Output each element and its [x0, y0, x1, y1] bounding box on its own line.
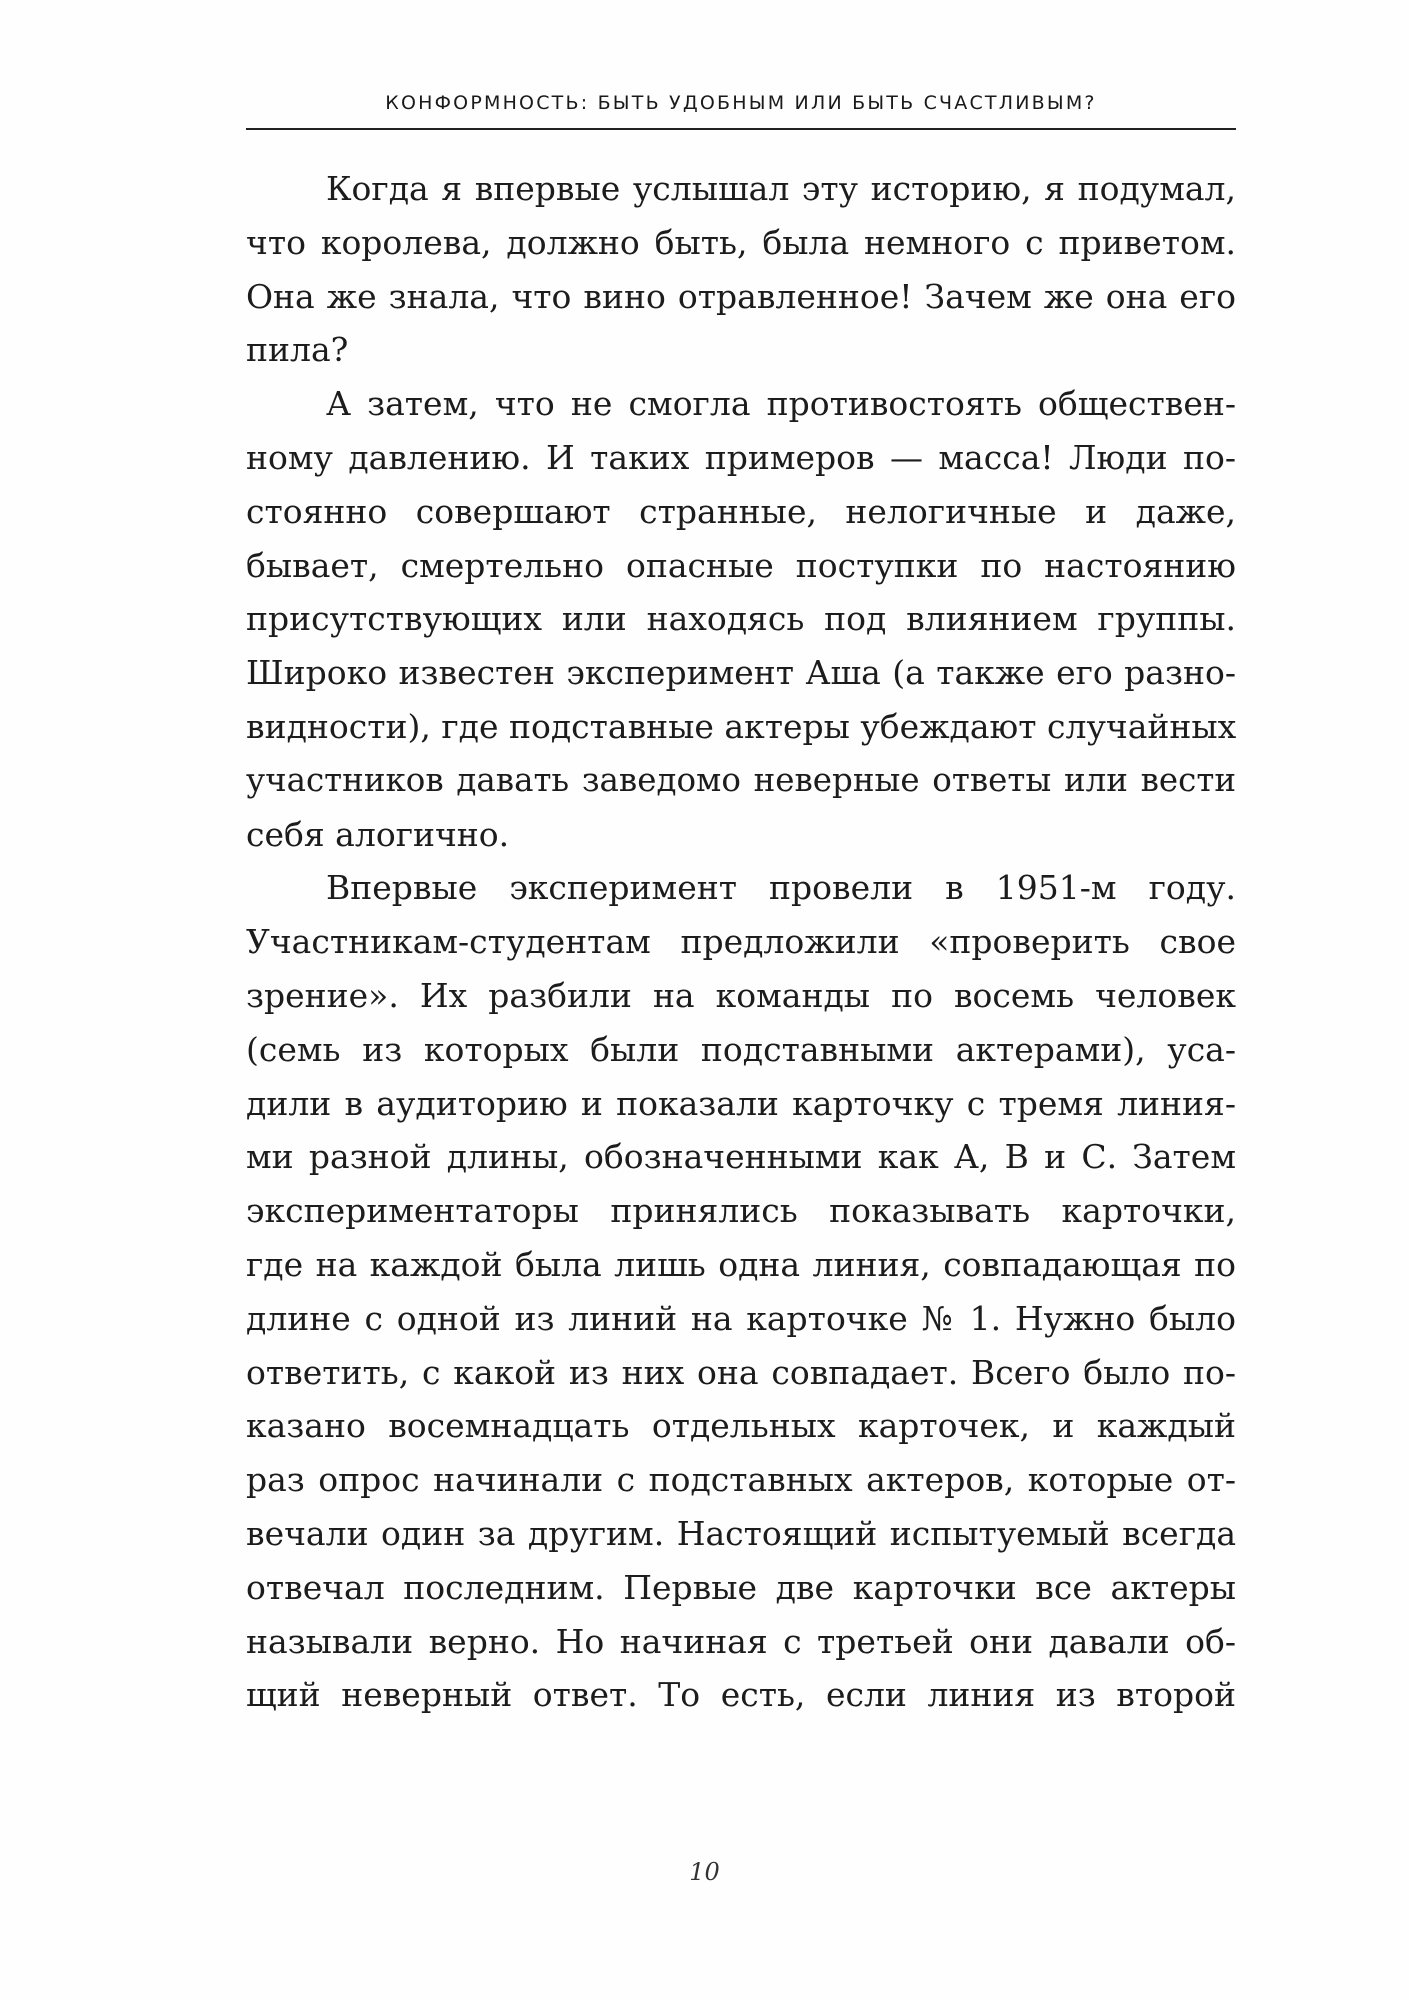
text-line: присутствующих или находясь под влиянием группы.	[246, 599, 1236, 639]
text-line: пила?	[246, 330, 349, 370]
text-line: бывает, смертельно опасные поступки по настоянию	[246, 545, 1236, 585]
text-line: дили в аудиторию и показали карточку с тремя линия-	[246, 1083, 1236, 1123]
text-line: стоянно совершают странные, нелогичные и даже,	[246, 491, 1236, 531]
page-number: 10	[689, 1858, 720, 1886]
header-rule	[246, 128, 1236, 130]
text-line: видности), где подставные актеры убеждают случайных	[246, 706, 1236, 746]
text-line: казано восемнадцать отдельных карточек, и каждый	[246, 1406, 1236, 1446]
text-line: А затем, что не смогла противостоять обществен-	[326, 384, 1236, 424]
text-line: щий неверный ответ. То есть, если линия из второй	[246, 1675, 1236, 1715]
text-line: отвечал последним. Первые две карточки все актеры	[246, 1567, 1236, 1607]
text-line: себя алогично.	[246, 814, 510, 854]
text-line: участников давать заведомо неверные ответы или вести	[246, 760, 1236, 799]
running-head-title: КОНФОРМНОСТЬ: БЫТЬ УДОБНЫМ ИЛИ БЫТЬ СЧАСТЛИВЫМ?	[385, 92, 1097, 114]
text-line: экспериментаторы принялись показывать карточки,	[246, 1191, 1236, 1231]
text-line: Она же знала, что вино отравленное! Зачем же она его	[246, 276, 1236, 316]
text-line: Когда я впервые услышал эту историю, я подумал,	[326, 169, 1236, 208]
text-line: длине с одной из линий на карточке № 1. Нужно было	[246, 1298, 1236, 1338]
body-text	[246, 162, 1236, 1722]
text-line: ному давлению. И таких примеров — масса! Люди по-	[246, 437, 1236, 477]
text-line: что королева, должно быть, была немного с приветом.	[246, 222, 1236, 262]
text-line: называли верно. Но начиная с третьей они давали об-	[246, 1621, 1236, 1661]
text-line: раз опрос начинали с подставных актеров, которые от-	[246, 1460, 1236, 1500]
text-line: ответить, с какой из них она совпадает. Всего было по-	[246, 1352, 1236, 1392]
text-line: вечали один за другим. Настоящий испытуемый всегда	[246, 1513, 1236, 1553]
text-line: (семь из которых были подставными актерами), уса-	[246, 1029, 1236, 1069]
text-line: где на каждой была лишь одна линия, совпадающая по	[246, 1244, 1236, 1284]
text-line: Широко известен эксперимент Аша (а также его разно-	[246, 653, 1236, 693]
text-line: зрение». Их разбили на команды по восемь человек	[246, 975, 1236, 1015]
text-line: ми разной длины, обозначенными как А, В и С. Затем	[246, 1137, 1236, 1177]
text-line: Участникам-студентам предложили «проверить свое	[246, 922, 1236, 962]
text-line: Впервые эксперимент провели в 1951-м году.	[326, 868, 1236, 908]
